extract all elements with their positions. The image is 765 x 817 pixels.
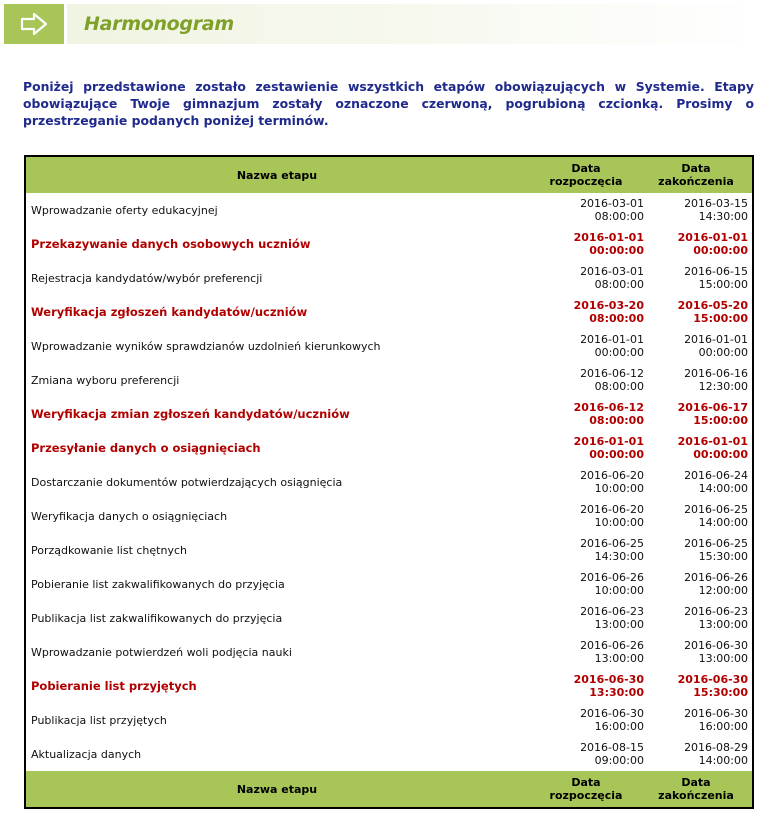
end-datetime [644,435,752,461]
schedule-table [24,155,754,809]
end-datetime [644,299,752,325]
start-datetime [528,333,644,359]
end-date: 2016-06-23 [684,605,748,618]
start-time: 00:00:00 [589,244,644,257]
start-date: 2016-06-30 [573,673,644,686]
stage-name: Przekazywanie danych osobowych uczniów [31,237,311,251]
end-time: 00:00:00 [693,448,748,461]
end-date: 2016-06-30 [684,707,748,720]
stage-name: Wprowadzanie oferty edukacyjnej [31,203,218,217]
stage-name: Pobieranie list przyjętych [31,679,197,693]
footer-end-line1: Data [681,776,711,789]
end-datetime [644,673,752,699]
start-datetime [528,231,644,257]
table-row [26,261,752,295]
end-date: 2016-06-26 [684,571,748,584]
table-header [26,157,752,193]
end-time: 15:00:00 [693,312,748,325]
end-date: 2016-01-01 [684,333,748,346]
footer-start-line1: Data [571,776,601,789]
end-time: 00:00:00 [698,346,748,359]
start-date: 2016-06-20 [580,503,644,516]
end-time: 00:00:00 [693,244,748,257]
start-date: 2016-03-01 [580,265,644,278]
start-date: 2016-06-26 [580,639,644,652]
start-time: 10:00:00 [594,584,644,597]
end-date: 2016-06-24 [684,469,748,482]
start-datetime [528,537,644,563]
table-row [26,737,752,771]
start-date: 2016-01-01 [573,231,644,244]
end-date: 2016-06-16 [684,367,748,380]
end-date: 2016-06-15 [684,265,748,278]
start-time: 10:00:00 [594,482,644,495]
start-datetime [528,673,644,699]
start-date: 2016-06-23 [580,605,644,618]
table-row [26,567,752,601]
start-date: 2016-03-01 [580,197,644,210]
start-time: 08:00:00 [594,278,644,291]
start-datetime [528,367,644,393]
table-body [26,193,752,771]
start-date: 2016-01-01 [573,435,644,448]
start-datetime [528,197,644,223]
table-row [26,363,752,397]
start-date: 2016-06-20 [580,469,644,482]
stage-name: Pobieranie list zakwalifikowanych do przyjęcia [31,577,285,591]
start-time: 09:00:00 [594,754,644,767]
end-date: 2016-06-25 [684,503,748,516]
start-time: 13:00:00 [594,652,644,665]
stage-name: Aktualizacja danych [31,747,142,761]
footer-end-line2: zakończenia [658,789,734,802]
start-datetime [528,707,644,733]
table-row [26,431,752,465]
end-datetime [644,537,752,563]
end-time: 13:00:00 [698,652,748,665]
start-datetime [528,605,644,631]
end-datetime [644,265,752,291]
start-time: 08:00:00 [589,414,644,427]
footer-stage-name: Nazwa etapu [236,782,318,796]
table-row [26,193,752,227]
end-time: 12:00:00 [698,584,748,597]
header-icon-box [4,4,67,44]
table-row [26,635,752,669]
table-row [26,499,752,533]
table-row [26,397,752,431]
table-row [26,601,752,635]
start-date: 2016-06-25 [580,537,644,550]
start-time: 08:00:00 [594,380,644,393]
table-row [26,329,752,363]
end-date: 2016-06-17 [677,401,748,414]
end-datetime [644,469,752,495]
stage-name: Wprowadzanie potwierdzeń woli podjęcia nauki [31,645,292,659]
start-time: 08:00:00 [589,312,644,325]
end-datetime [644,741,752,767]
end-date: 2016-01-01 [677,435,748,448]
table-row [26,703,752,737]
stage-name: Dostarczanie dokumentów potwierdzających osiągnięcia [31,475,343,489]
intro-text: Poniżej przedstawione zostało zestawienie wszystkich etapów obowiązujących w Systemie. Etapy obowiązujące Twoje gimnazjum zostały oznaczone czerwoną, pogrubioną czcionką. Prosimy o przestrzeganie podanych poniżej terminów. [23,79,754,128]
table-row [26,465,752,499]
start-datetime [528,469,644,495]
end-time: 14:30:00 [698,210,748,223]
start-date: 2016-06-30 [580,707,644,720]
stage-name: Rejestracja kandydatów/wybór preferencji [31,271,263,285]
table-footer [26,771,752,807]
start-datetime [528,571,644,597]
header-start-line1: Data [571,162,601,175]
end-datetime [644,639,752,665]
start-datetime [528,435,644,461]
start-time: 14:30:00 [594,550,644,563]
end-time: 12:30:00 [698,380,748,393]
header-end-line2: zakończenia [658,175,734,188]
end-datetime [644,503,752,529]
end-datetime [644,605,752,631]
page-header [4,4,763,44]
end-time: 15:00:00 [693,414,748,427]
stage-name: Weryfikacja zmian zgłoszeń kandydatów/uczniów [31,407,350,421]
start-time: 16:00:00 [594,720,644,733]
table-row [26,533,752,567]
stage-name: Publikacja list zakwalifikowanych do przyjęcia [31,611,283,625]
end-date: 2016-03-15 [684,197,748,210]
stage-name: Weryfikacja zgłoszeń kandydatów/uczniów [31,305,308,319]
start-datetime [528,503,644,529]
end-time: 14:00:00 [698,482,748,495]
end-datetime [644,197,752,223]
header-end-date [644,162,752,188]
start-time: 00:00:00 [594,346,644,359]
end-date: 2016-01-01 [677,231,748,244]
start-date: 2016-01-01 [580,333,644,346]
end-time: 15:00:00 [698,278,748,291]
start-datetime [528,741,644,767]
stage-name: Weryfikacja danych o osiągnięciach [31,509,228,523]
table-row [26,669,752,703]
table-row [26,227,752,261]
start-date: 2016-03-20 [573,299,644,312]
page-title: Harmonogram [84,13,234,35]
header-start-date [528,162,644,188]
stage-name: Przesyłanie danych o osiągnięciach [31,441,261,455]
end-datetime [644,707,752,733]
header-stage-name: Nazwa etapu [236,168,318,182]
start-datetime [528,401,644,427]
start-time: 08:00:00 [594,210,644,223]
end-time: 16:00:00 [698,720,748,733]
end-date: 2016-06-30 [677,673,748,686]
stage-name: Wprowadzanie wyników sprawdzianów uzdolnień kierunkowych [31,339,381,353]
footer-end-date [644,776,752,802]
start-date: 2016-06-26 [580,571,644,584]
end-time: 14:00:00 [698,754,748,767]
footer-start-line2: rozpoczęcia [549,789,623,802]
end-datetime [644,367,752,393]
end-date: 2016-08-29 [684,741,748,754]
start-time: 13:30:00 [589,686,644,699]
end-date: 2016-05-20 [677,299,748,312]
end-datetime [644,231,752,257]
end-time: 15:30:00 [693,686,748,699]
start-date: 2016-06-12 [580,367,644,380]
end-datetime [644,401,752,427]
header-start-line2: rozpoczęcia [549,175,623,188]
start-date: 2016-08-15 [580,741,644,754]
start-datetime [528,265,644,291]
header-end-line1: Data [681,162,711,175]
stage-name: Porządkowanie list chętnych [31,543,187,557]
start-date: 2016-06-12 [573,401,644,414]
start-datetime [528,299,644,325]
table-row [26,295,752,329]
start-datetime [528,639,644,665]
end-datetime [644,333,752,359]
end-time: 15:30:00 [698,550,748,563]
end-datetime [644,571,752,597]
stage-name: Publikacja list przyjętych [31,713,167,727]
start-time: 13:00:00 [594,618,644,631]
end-date: 2016-06-30 [684,639,748,652]
start-time: 10:00:00 [594,516,644,529]
end-time: 13:00:00 [698,618,748,631]
stage-name: Zmiana wyboru preferencji [31,373,180,387]
footer-start-date [528,776,644,802]
arrow-right-icon [20,12,48,36]
end-date: 2016-06-25 [684,537,748,550]
start-time: 00:00:00 [589,448,644,461]
end-time: 14:00:00 [698,516,748,529]
